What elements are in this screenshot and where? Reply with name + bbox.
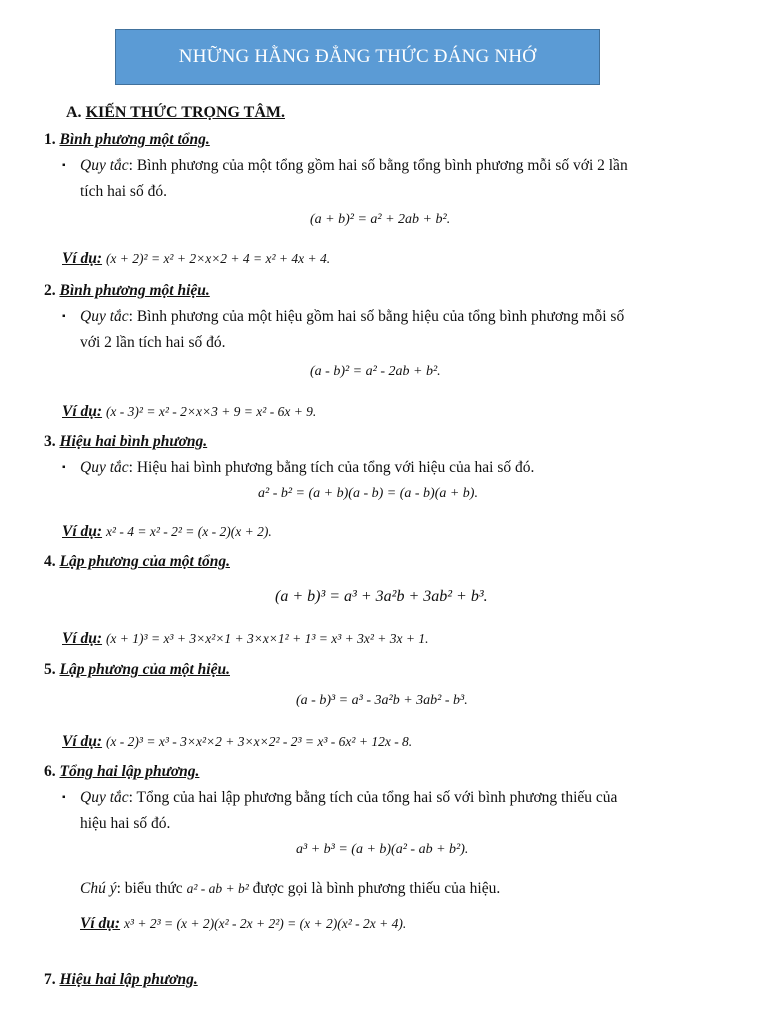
example-label: Ví dụ: [62,403,103,420]
example-2-expr: (x - 3)² = x² - 2×x×3 + 9 = x² - 6x + 9. [105,404,317,419]
example-4-expr: (x + 1)³ = x³ + 3×x²×1 + 3×x×1² + 1³ = x³ + 3x² + 3x + 1. [105,631,429,646]
rule-3-text: : Hiệu hai bình phương bằng tích của tổng với hiệu của hai số đó. [128,459,535,476]
heading-6 [44,763,199,781]
rule-2-text: : Bình phương của một hiệu gồm hai số bằng hiệu của tổng bình phương mỗi số [128,308,625,325]
formula-1: (a + b)² = a² + 2ab + b². [310,212,451,227]
formula-3: a² - b² = (a + b)(a - b) = (a - b)(a + b). [258,486,478,501]
note-6-expr: a² - ab + b² [186,881,249,896]
example-6-expr: x³ + 2³ = (x + 2)(x² - 2x + 2²) = (x + 2)(x² - 2x + 4). [123,916,407,931]
rule-6-cont: hiệu hai số đó. [80,815,171,832]
rule-2 [62,304,724,356]
rule-6 [62,785,724,837]
example-5-expr: (x - 2)³ = x³ - 3×x²×2 + 3×x×2² - 2³ = x³ - 6x² + 12x - 8. [105,734,413,749]
example-2 [62,403,316,421]
heading-1-num: 1. [44,131,56,148]
heading-2-title: Bình phương một hiệu. [59,282,210,299]
example-4 [62,630,429,648]
rule-label: Quy tắc [80,789,129,806]
heading-1-title: Bình phương một tổng. [59,131,210,148]
heading-2 [44,282,210,300]
bullet-icon: ▪ [62,160,66,171]
example-label: Ví dụ: [80,915,121,932]
note-6-rest: được gọi là bình phương thiếu của hiệu. [252,880,501,897]
heading-4-title: Lập phương của một tổng. [59,553,230,570]
heading-5 [44,661,230,679]
rule-6-text: : Tổng của hai lập phương bằng tích của tổng hai số với bình phương thiếu của [128,789,618,806]
example-3-expr: x² - 4 = x² - 2² = (x - 2)(x + 2). [105,524,272,539]
example-1-expr: (x + 2)² = x² + 2×x×2 + 4 = x² + 4x + 4. [105,251,331,266]
bullet-icon: ▪ [62,311,66,322]
example-1 [62,250,330,268]
example-label: Ví dụ: [62,250,103,267]
note-6-text: : biểu thức [116,880,183,897]
note-6 [80,880,500,898]
heading-7 [44,971,198,989]
heading-4 [44,553,230,571]
heading-6-title: Tổng hai lập phương. [59,763,200,780]
section-a-heading [66,104,285,122]
page-title: NHỮNG HẰNG ĐẲNG THỨC ĐÁNG NHỚ [178,46,537,67]
example-label: Ví dụ: [62,630,103,647]
heading-3-num: 3. [44,433,56,450]
formula-6: a³ + b³ = (a + b)(a² - ab + b²). [296,842,469,857]
example-6 [80,915,406,933]
heading-7-num: 7. [44,971,56,988]
heading-7-title: Hiệu hai lập phương. [59,971,198,988]
heading-2-num: 2. [44,282,56,299]
example-label: Ví dụ: [62,733,103,750]
bullet-icon: ▪ [62,792,66,803]
heading-6-num: 6. [44,763,56,780]
heading-3-title: Hiệu hai bình phương. [59,433,208,450]
rule-label: Quy tắc [80,157,129,174]
formula-2: (a - b)² = a² - 2ab + b². [310,364,441,379]
heading-5-num: 5. [44,661,56,678]
heading-4-num: 4. [44,553,56,570]
example-label: Ví dụ: [62,523,103,540]
heading-1 [44,131,210,149]
rule-1-cont: tích hai số đó. [80,183,167,200]
rule-label: Quy tắc [80,459,129,476]
rule-1 [62,153,724,205]
heading-3 [44,433,207,451]
rule-2-cont: với 2 lần tích hai số đó. [80,334,226,351]
page-title-banner [115,29,600,85]
note-label: Chú ý [80,880,117,897]
formula-5: (a - b)³ = a³ - 3a²b + 3ab² - b³. [296,693,468,708]
heading-5-title: Lập phương của một hiệu. [59,661,230,678]
rule-label: Quy tắc [80,308,129,325]
bullet-icon: ▪ [62,462,66,473]
section-a-prefix: A. [66,104,82,121]
rule-1-text: : Bình phương của một tổng gồm hai số bằng tổng bình phương mỗi số với 2 lần [128,157,628,174]
example-5 [62,733,412,751]
section-a-text: KIẾN THỨC TRỌNG TÂM. [85,104,285,121]
rule-3 [62,455,724,481]
formula-4: (a + b)³ = a³ + 3a²b + 3ab² + b³. [275,588,488,605]
example-3 [62,523,272,541]
